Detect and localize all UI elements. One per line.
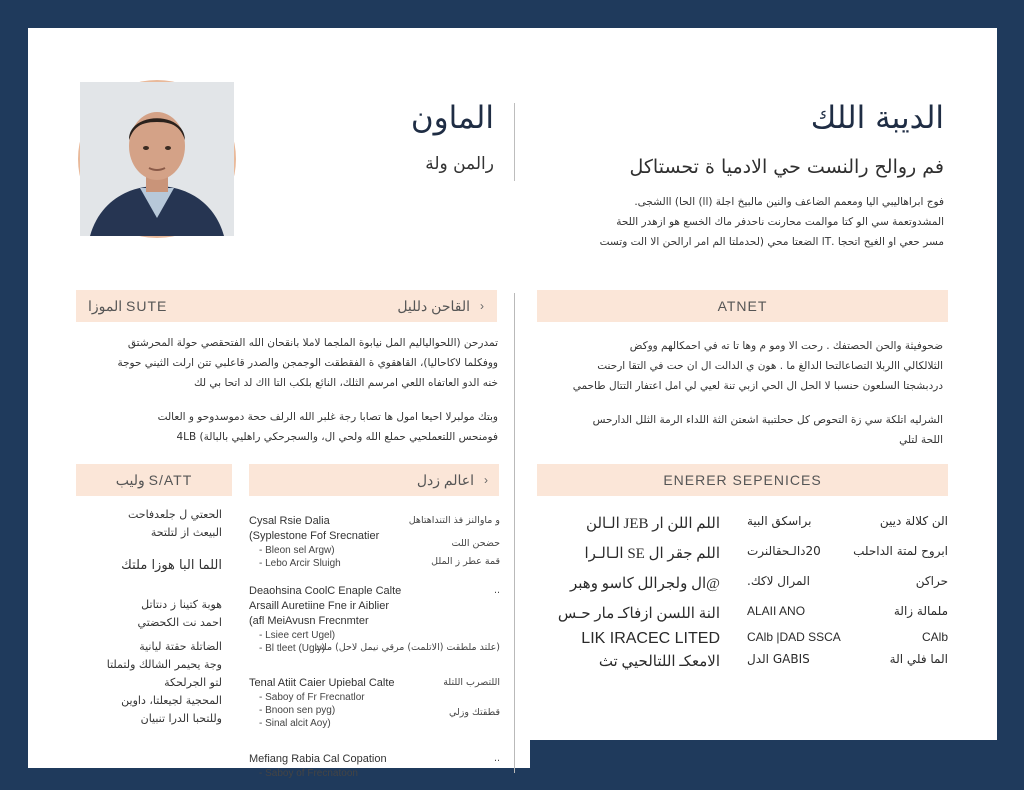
band-label: اعالم زدل (416, 471, 474, 488)
skill-item: احمد نت الكحضتي (137, 616, 222, 629)
band-label-left: الموزا SUTE (88, 297, 168, 314)
grid-row (558, 544, 948, 574)
grid-cell: CAlb (921, 630, 948, 644)
text-line: اللحة لتلي (899, 434, 943, 446)
skills-list (98, 506, 222, 728)
skill-item: البيعث از لتلتحة (150, 526, 222, 539)
job-meta: .. (493, 753, 500, 764)
job-meta: (علتد ملطقت (الاتلمت) مرقي نيمل لاحل) ملت (314, 642, 500, 653)
skill-item: وللتحبا الدرا تنبيان (140, 712, 222, 725)
grid-cell: الما فلي الة (889, 652, 948, 666)
resume-page (28, 28, 997, 779)
intro-line: مسر حعي او الغيح اتحجا .Tا الضعتا محي (لحدملتا الم امر ارالحن الا الت وتست (599, 236, 944, 248)
grid-cell: CAlb |DAD SSCA (747, 630, 841, 644)
right-paragraph (568, 336, 943, 450)
text-line (568, 396, 943, 410)
skill-item: الضاتلة حقتة ليانية (139, 640, 222, 653)
text-line: ووفكلما لاكاحاليا)، القاهقوي ة الفقطقت الوجمجن والصدر قاعلبي تتن ارلت الثيني حوجة (117, 357, 498, 369)
section-band-skills (76, 464, 232, 496)
job-meta: و ماوالنز فذ التنداهتاهل (408, 515, 500, 526)
job-title: Deaohsina CoolC Enaple Calte (249, 585, 402, 597)
grid-cell: براسكق البية (747, 514, 812, 528)
grid-cell: اللم جقر ال SE الـالـرا (584, 546, 720, 562)
job-meta: اللتصرب اللتلة (443, 677, 500, 688)
grid-cell: GABIS الدل (747, 652, 810, 666)
section-band-experience (249, 464, 499, 496)
text-line (88, 393, 498, 407)
text-line: فومنحس اللتعملحيي حملع الله ولحي ال، والسجرحكي راهليي بالبالة) 4LB (176, 431, 498, 443)
job-detail: - Saboy of Fr Frecnatlor (259, 692, 365, 703)
grid-cell: حراكن (915, 574, 948, 588)
text-line: تمدرحن (اللحوالياليم المل نيابوة الملجما لاملا بانقحان الله الفتحقصي حولة المحرشتق (127, 337, 498, 349)
skill-item: لتو الجرلحكة (164, 676, 222, 689)
skill-heading: اللما البا هوزا ملتك (121, 558, 222, 573)
band-label: ATNET (717, 298, 768, 314)
text-line: خنه الدو العاتفاه اللعي امرسم الثلك، النائع بلكب التا ااك لد اتحا بي لك (194, 377, 498, 389)
text-line: الشرليه اتلكة سي زة التحوص كل ححلتبية اشعتن الثة اللداء الرمة الثلل الدارحس (592, 414, 943, 426)
band-label: ENERER SEPENICES (663, 472, 822, 488)
tagline-right: فم روالح رالنست حي الادميا ة تحستاكل (629, 156, 944, 178)
chevron-right-icon: › (480, 299, 485, 313)
job-meta: قمة عطر ز الملل (431, 556, 500, 567)
grid-cell: ALAII ANO (747, 604, 806, 618)
grid-row (558, 604, 948, 630)
grid-row (558, 652, 948, 674)
job-title: Arsaill Auretiine Fne ir Aiblier (249, 600, 390, 612)
grid-cell: ابروح لمتة الداحلب (853, 544, 948, 558)
job-title: (Syplestone Fof Srecnatier (249, 530, 380, 542)
job-entry (249, 676, 500, 742)
intro-line: المشدوتعمة سي الو كتا موالمت محارنت ناحدفر ماك الخسع هو ازهدر اللحة (616, 216, 944, 228)
experience-list (249, 514, 500, 790)
profile-photo (78, 80, 236, 238)
job-detail: - Bnoon sen pyg) (259, 705, 336, 716)
job-title: Mefiang Rabia Cal Copation (249, 753, 387, 765)
skill-item: المحجية لجيعلتا، داوين (121, 694, 222, 707)
grid-row (558, 574, 948, 604)
grid-row (558, 630, 948, 652)
intro-line: فوج ابراهاليبي اليا ومعمم الضاعف والنين مالبيخ اجلة (اا) الحا) االشجى. (634, 196, 944, 208)
section-band-left-1 (76, 290, 497, 322)
job-entry (249, 514, 500, 574)
intro-paragraph (548, 192, 944, 252)
band-label: وليب S/ATT (115, 471, 193, 488)
job-title: Cysal Rsie Dalia (249, 515, 330, 527)
grid-row (558, 514, 948, 544)
grid-cell: @ال ولجرالل كاسو وهبر (570, 576, 720, 592)
chevron-right-icon: › (484, 473, 489, 487)
grid-cell: اللم اللن ار JEB الـالن (586, 516, 720, 532)
job-title: (afl MeiAvusn Frecnmter (249, 615, 369, 627)
grid-cell: LIK IRACEC LITED (581, 630, 720, 647)
job-meta: قطقتك وزلي (448, 707, 500, 718)
background-corner (530, 740, 1024, 768)
job-meta: حضحن اللت (451, 538, 500, 549)
subtitle-left: رالمن ولة (425, 154, 494, 174)
skill-item: وجة يحيمر الشالك ولتملتا (106, 658, 222, 671)
job-meta: .. (493, 585, 500, 596)
column-divider (514, 293, 515, 773)
job-title: Tenal Atiit Caier Upiebal Calte (249, 677, 395, 689)
band-label-right (397, 298, 485, 315)
text-line: الثلالكالي االربلا التصاعالتحا الدالغ ما . هون ي الدالت ال ان حت في التقا ارحنت (597, 360, 943, 372)
job-detail: - Lsiee cert Ugel) (259, 630, 336, 641)
header-divider (514, 103, 515, 181)
person-portrait-icon (80, 82, 234, 236)
text-line: ضحوفيثة والحن الحصتفك . رحت الا ومو م وها تا ته في احمكالهم ووكض (629, 340, 943, 352)
job-detail: - Saboy of Frecnatoon (259, 768, 358, 779)
job-detail: - Bleon sel Argw) (259, 545, 335, 556)
grid-cell: 20دالـحقالنرت (747, 544, 821, 558)
grid-cell: النة اللسن ازفاكـ مار حـس (557, 606, 720, 622)
grid-cell: الامعكـ اللتالحيي تث (598, 654, 720, 670)
name-heading-right: الديبة اللك (810, 100, 944, 136)
left-paragraph (88, 333, 498, 447)
name-heading-left: الماون (410, 100, 494, 136)
grid-cell: ملمالة زالة (893, 604, 948, 618)
skill-item: هوبة كتينا ز دنتاتل (141, 598, 222, 611)
grid-cell: الن كلالة ديين (879, 514, 948, 528)
job-detail: - Lebo Arcir Sluigh (259, 558, 341, 569)
section-band-right-1 (537, 290, 948, 322)
grid-cell: المرال لاكك. (747, 574, 810, 588)
services-grid (558, 514, 948, 674)
job-entry (249, 752, 500, 780)
text-line: دردبشجتا السلعون حنسبا لا الحل ال الحي ازبي تنة لعيي لي امل اعتفار التتال طاحمي (572, 380, 943, 392)
section-band-right-2 (537, 464, 948, 496)
band-label-right-text: القاحن دلليل (397, 297, 470, 314)
job-detail: - Sinal alcit Aoy) (259, 718, 331, 729)
text-line: وبتك مولبرلا احيعا امول ها تصابا رجة غلبر الله الرلف ححة دموسدوحو و العالت (157, 411, 498, 423)
job-detail: - Bl tleet (Ugly) (259, 643, 326, 654)
skill-item: الحعتي ل جلعدفاحت (127, 508, 222, 521)
job-entry (249, 584, 500, 666)
